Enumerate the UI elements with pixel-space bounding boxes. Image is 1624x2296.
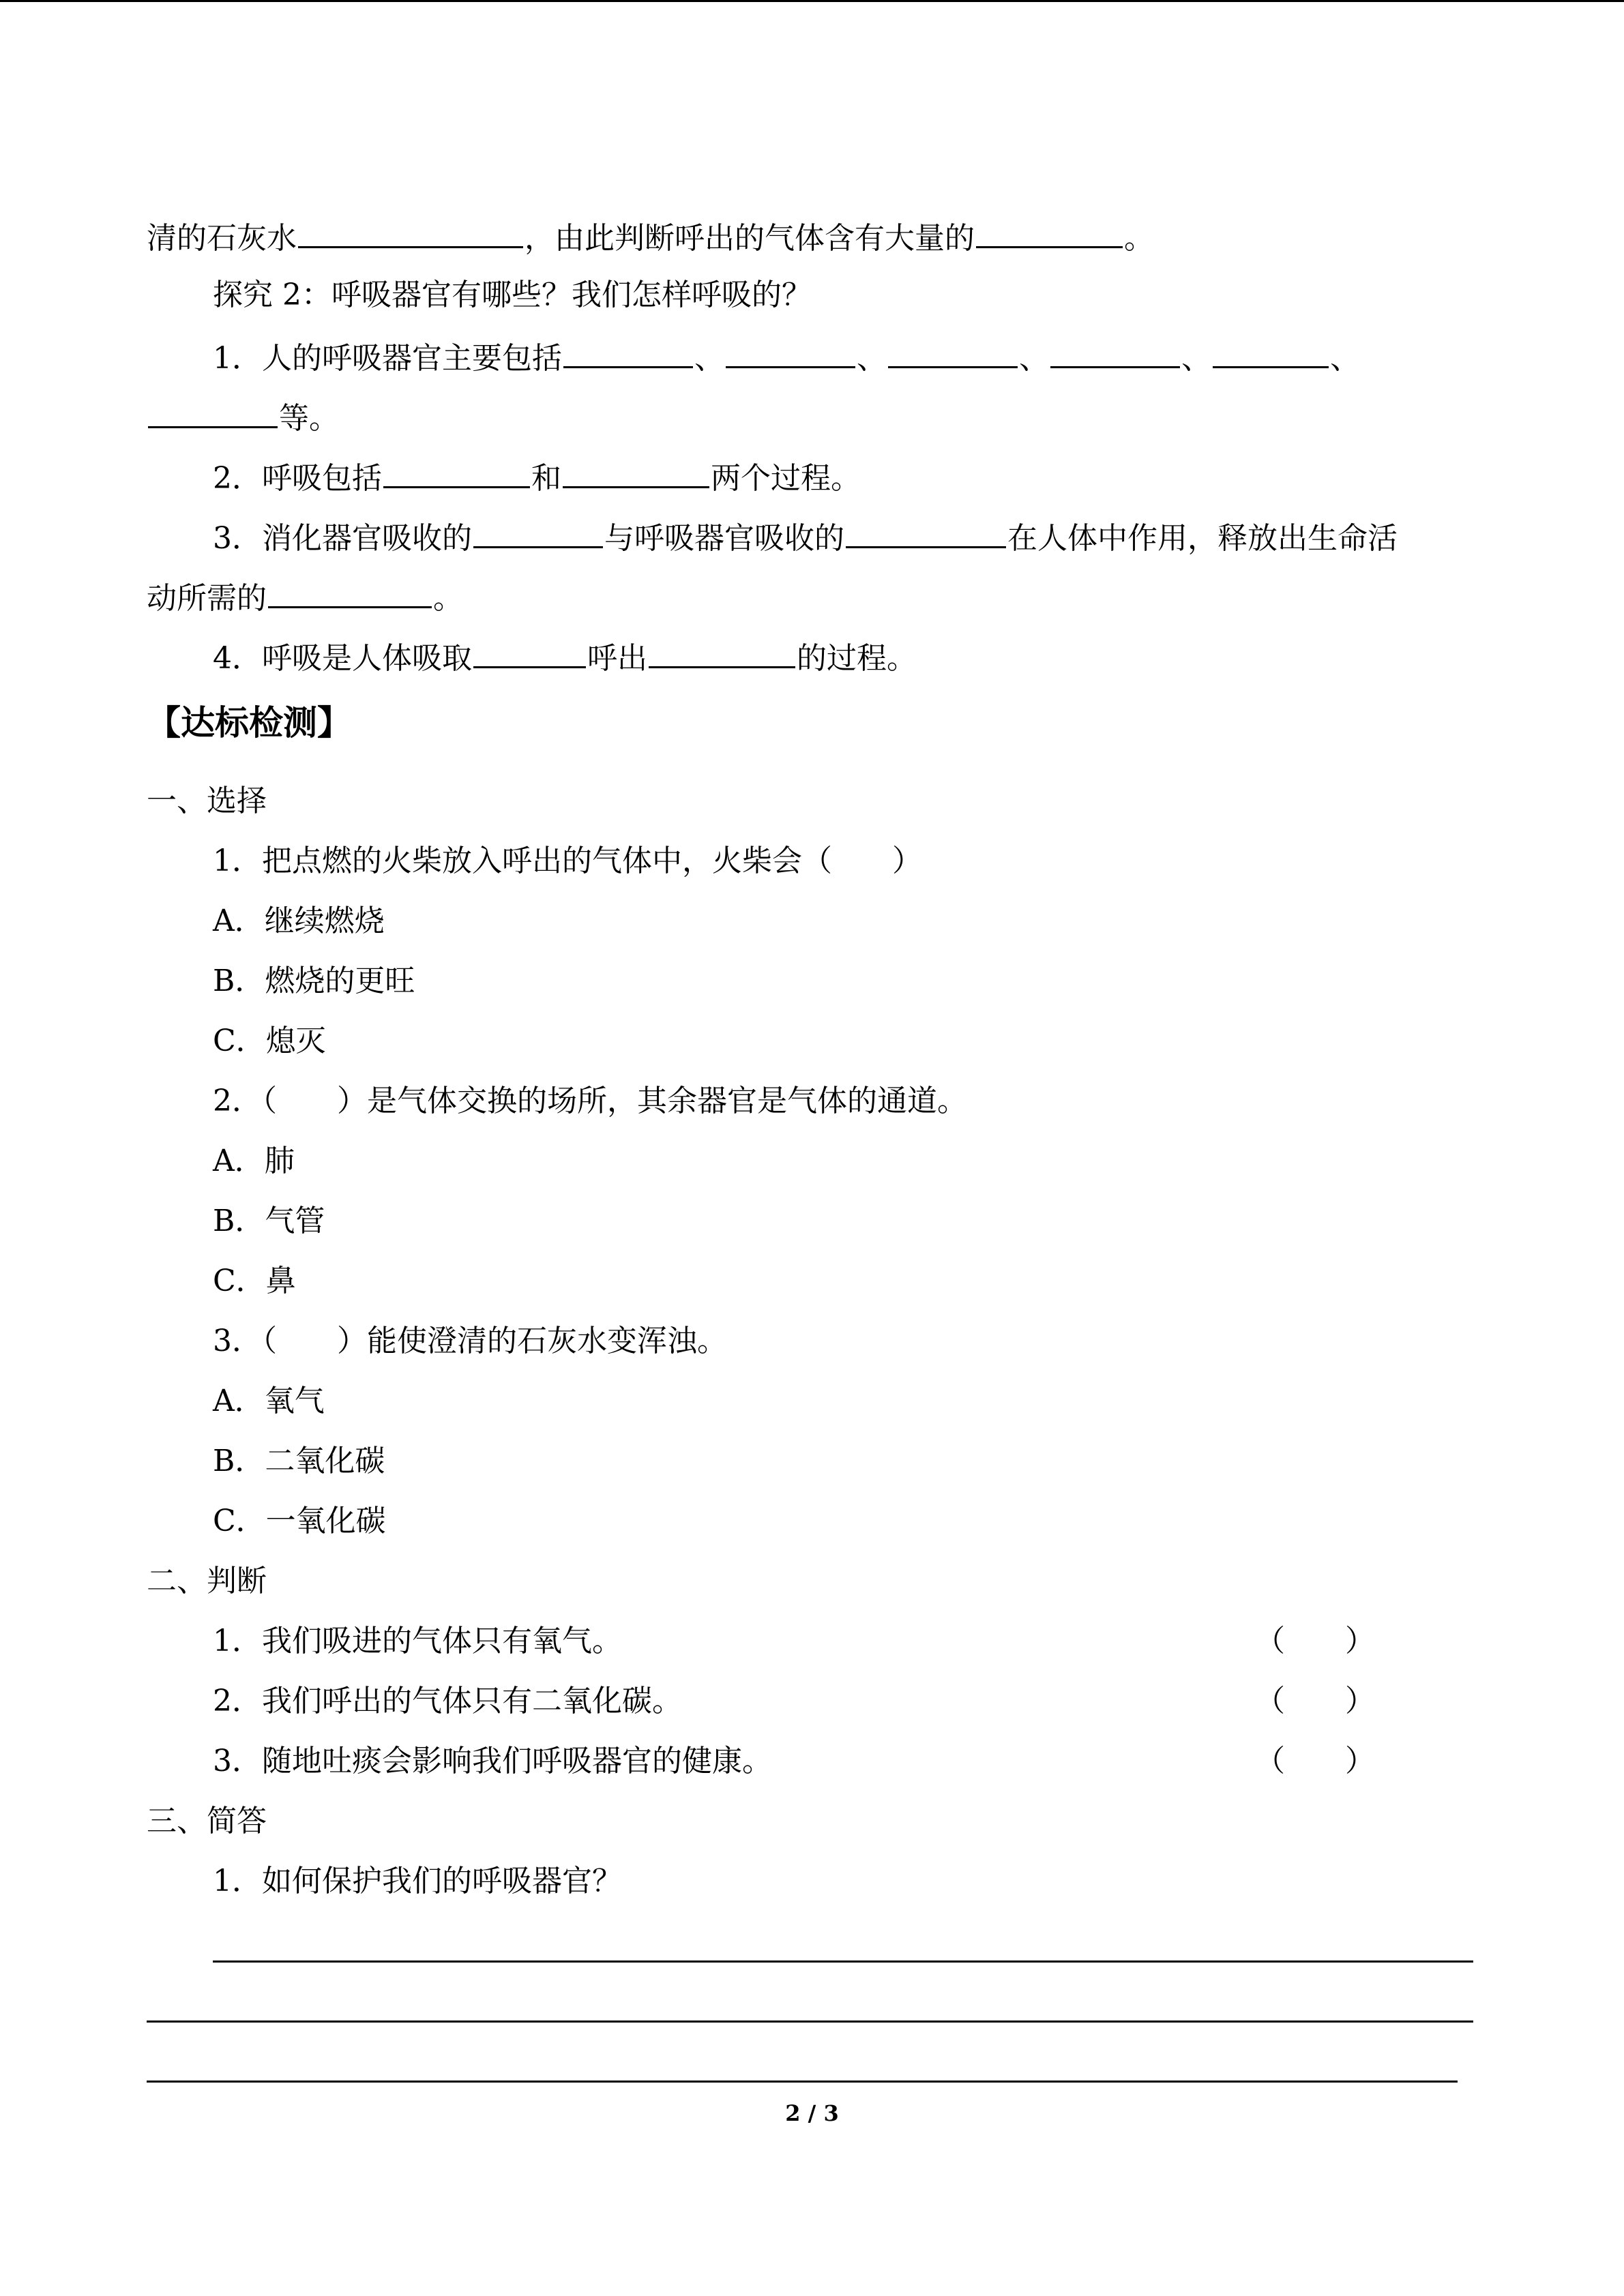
question-1-organs: [213, 335, 1360, 376]
short-answer-q1: 1．如何保护我们的呼吸器官？: [213, 1864, 622, 1898]
section-heading: 【达标检测】: [147, 702, 351, 743]
text: 3．消化器官吸收的: [213, 521, 472, 556]
blank-exhale[interactable]: [649, 635, 795, 668]
explore-2-title: 探究 2：呼吸器官有哪些？我们怎样呼吸的？: [213, 278, 812, 312]
section-short-answer: 三、简答: [147, 1804, 267, 1838]
text: 和: [531, 461, 561, 496]
text: ，由此判断呼出的气体含有大量的: [525, 221, 975, 256]
blank-organ-1[interactable]: [563, 335, 693, 368]
blank-energy[interactable]: [268, 575, 432, 608]
separator: 、: [1181, 341, 1211, 376]
judgment-q2: 2．我们呼出的气体只有二氧化碳。: [213, 1684, 682, 1718]
choice-q3-c[interactable]: C．一氧化碳: [213, 1504, 386, 1538]
judgment-q3: 3．随地吐痰会影响我们呼吸器官的健康。: [213, 1744, 772, 1778]
choice-q2-a[interactable]: A．肺: [213, 1144, 295, 1178]
blank-respiration[interactable]: [846, 515, 1006, 548]
text: 动所需的: [147, 581, 267, 616]
separator: 、: [694, 341, 724, 376]
separator: 、: [857, 341, 887, 376]
blank-inhale[interactable]: [473, 635, 586, 668]
text: 。: [1124, 221, 1154, 256]
text: 在人体中作用，释放出生命活: [1007, 521, 1398, 556]
answer-line-3[interactable]: [147, 2081, 1458, 2083]
blank-organ-3[interactable]: [888, 335, 1018, 368]
judgment-q2-answer[interactable]: （ ）: [1255, 1684, 1375, 1718]
question-4: [213, 635, 917, 676]
question-2: [213, 455, 861, 496]
choice-q3-a[interactable]: A．氧气: [213, 1384, 325, 1418]
choice-q1-c[interactable]: C．熄灭: [213, 1024, 326, 1058]
top-border: [0, 0, 1624, 2]
choice-q1-b[interactable]: B．燃烧的更旺: [213, 964, 415, 998]
choice-q2: 2．（ ）是气体交换的场所，其余器官是气体的通道。: [213, 1084, 967, 1118]
blank-organ-4[interactable]: [1050, 335, 1180, 368]
separator: 、: [1019, 341, 1049, 376]
text: 清的石灰水: [147, 221, 297, 256]
fill-line-limewater: [147, 215, 1154, 256]
question-3: [213, 515, 1398, 556]
judgment-q3-answer[interactable]: （ ）: [1255, 1744, 1375, 1778]
judgment-q1-answer[interactable]: （ ）: [1255, 1624, 1375, 1658]
choice-q2-c[interactable]: C．鼻: [213, 1264, 296, 1298]
blank-limewater[interactable]: [298, 215, 523, 248]
blank-exhaled-gas[interactable]: [976, 215, 1123, 248]
text: 呼出: [587, 641, 647, 676]
judgment-q1: 1．我们吸进的气体只有氧气。: [213, 1624, 622, 1658]
separator: 、: [1330, 341, 1360, 376]
blank-process-2[interactable]: [563, 455, 709, 488]
answer-line-1[interactable]: [213, 1960, 1473, 1963]
question-1-cont: [147, 395, 339, 436]
text: 1．人的呼吸器官主要包括: [213, 341, 562, 376]
blank-organ-6[interactable]: [148, 395, 278, 428]
text: 等。: [279, 401, 339, 436]
choice-q3: 3．（ ）能使澄清的石灰水变浑浊。: [213, 1324, 727, 1358]
text: 的过程。: [797, 641, 917, 676]
text: 两个过程。: [711, 461, 861, 496]
answer-line-2[interactable]: [147, 2021, 1473, 2023]
choice-q3-b[interactable]: B．二氧化碳: [213, 1444, 385, 1478]
section-judgment: 二、判断: [147, 1564, 267, 1598]
blank-organ-2[interactable]: [726, 335, 855, 368]
page-number: 2 / 3: [785, 2100, 839, 2126]
text: 与呼吸器官吸收的: [604, 521, 844, 556]
blank-process-1[interactable]: [383, 455, 530, 488]
choice-q1: 1．把点燃的火柴放入呼出的气体中，火柴会（ ）: [213, 844, 922, 878]
section-choice: 一、选择: [147, 784, 267, 818]
blank-organ-5[interactable]: [1213, 335, 1329, 368]
choice-q2-b[interactable]: B．气管: [213, 1204, 325, 1238]
text: 。: [433, 581, 463, 616]
text: 2．呼吸包括: [213, 461, 382, 496]
choice-q1-a[interactable]: A．继续燃烧: [213, 904, 385, 938]
text: 4．呼吸是人体吸取: [213, 641, 472, 676]
question-3-cont: [147, 575, 463, 616]
blank-digestion[interactable]: [473, 515, 603, 548]
